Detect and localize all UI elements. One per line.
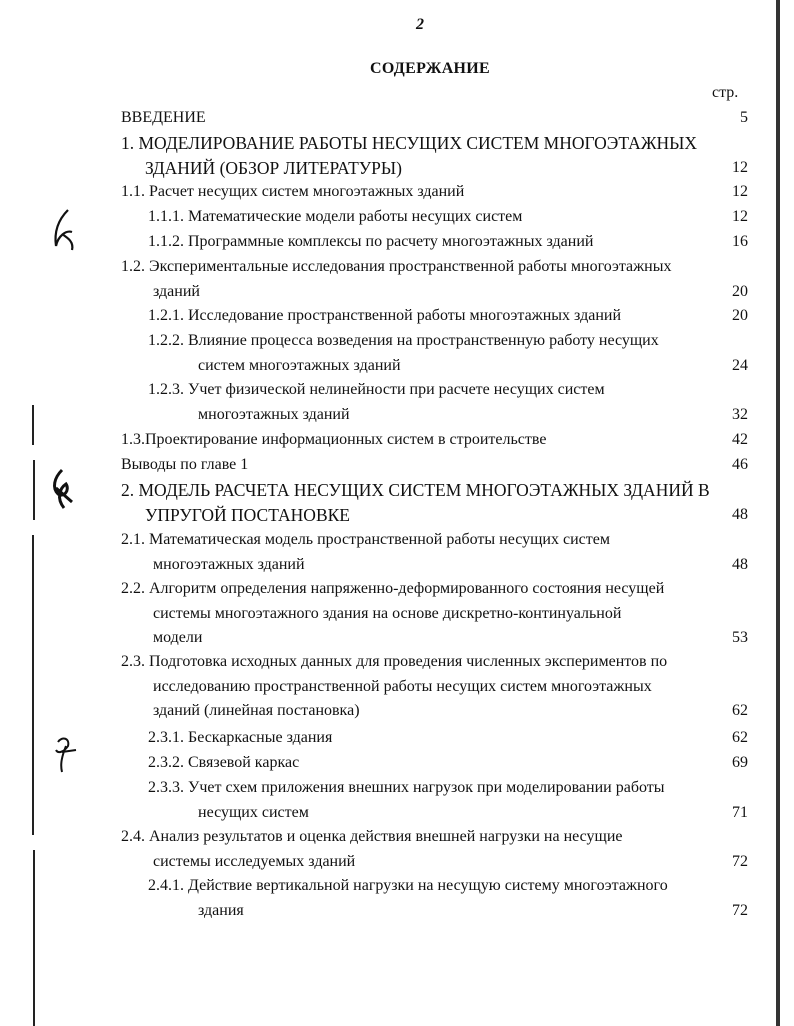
toc-entry-text: системы многоэтажного здания на основе дискретно-континуальной [153, 604, 622, 622]
toc-entry-text: многоэтажных зданий [198, 405, 350, 423]
toc-entry-text: 2.3. Подготовка исходных данных для проведения численных экспериментов по [121, 653, 668, 670]
toc-entry-page-number: 46 [732, 456, 748, 473]
toc-entry-text: 1.1.2. Программные комплексы по расчету многоэтажных зданий [148, 233, 594, 250]
toc-entry-text: 1.2.2. Влияние процесса возведения на пространственную работу несущих [148, 332, 659, 349]
page-title: СОДЕРЖАНИЕ [369, 60, 491, 77]
toc-entry-text: ВВЕДЕНИЕ [121, 109, 206, 126]
toc-entry-page-number: 16 [732, 233, 748, 250]
toc-entry-page-number: 12 [732, 158, 748, 176]
toc-entry-text: 1.3.Проектирование информационных систем в строительстве [121, 431, 547, 448]
toc-entry-text: 1.2.3. Учет физической нелинейности при расчете несущих систем [148, 381, 605, 398]
margin-signature-mark-2 [46, 468, 78, 512]
toc-entry-page-number: 48 [732, 555, 748, 573]
toc-entry-page-number: 20 [732, 307, 748, 324]
toc-entry-text: 1.2. Экспериментальные исследования пространственной работы многоэтажных [121, 258, 672, 275]
toc-entry-page-number: 62 [732, 702, 748, 720]
toc-entry-text: систем многоэтажных зданий [198, 356, 401, 374]
toc-entry-text: УПРУГОЙ ПОСТАНОВКЕ [145, 504, 350, 525]
toc-entry-text: 2.3.1. Бескаркасные здания [148, 729, 333, 746]
toc-entry-page-number: 53 [732, 629, 748, 647]
toc-entry-page-number: 69 [732, 754, 748, 771]
toc-entry-text: 2.3.3. Учет схем приложения внешних нагрузок при моделировании работы [148, 779, 665, 796]
toc-entry-page-number: 72 [732, 852, 748, 870]
toc-entry-page-number: 72 [732, 901, 748, 919]
toc-entry-text: модели [153, 629, 203, 647]
toc-entry-page-number: 12 [732, 183, 748, 200]
toc-entry-page-number: 20 [732, 282, 748, 300]
toc-entry-page-number: 24 [732, 356, 748, 374]
scan-edge-left [32, 405, 35, 1026]
toc-entry-page-number: 5 [740, 109, 748, 126]
toc-entry-text: 2.2. Алгоритм определения напряженно-деформированного состояния несущей [121, 580, 665, 597]
toc-entry-text: 2.4.1. Действие вертикальной нагрузки на несущую систему многоэтажного [148, 877, 668, 894]
toc-entry-text: Выводы по главе 1 [121, 456, 249, 473]
toc-entry-page-number: 42 [732, 431, 748, 448]
toc-entry-text: многоэтажных зданий [153, 555, 305, 573]
scan-edge-right [776, 0, 780, 1026]
page-number: 2 [416, 16, 424, 33]
toc-entry-text: 1.1. Расчет несущих систем многоэтажных зданий [121, 183, 465, 200]
toc-entry-text: зданий (линейная постановка) [153, 702, 360, 720]
toc-entry-text: исследованию пространственной работы несущих систем многоэтажных [153, 677, 652, 695]
page-column-label: стр. [712, 84, 739, 101]
toc-entry-page-number: 32 [732, 405, 748, 423]
toc-entry-text: 2. МОДЕЛЬ РАСЧЕТА НЕСУЩИХ СИСТЕМ МНОГОЭТАЖНЫХ ЗДАНИЙ В [121, 480, 710, 500]
toc-entry-page-number: 62 [732, 729, 748, 746]
margin-signature-mark-1 [48, 206, 82, 254]
toc-entry-page-number: 48 [732, 505, 748, 523]
toc-entry-text: 2.1. Математическая модель пространственной работы несущих систем [121, 531, 610, 548]
margin-signature-mark-3 [50, 732, 80, 776]
toc-entry-text: 1. МОДЕЛИРОВАНИЕ РАБОТЫ НЕСУЩИХ СИСТЕМ МНОГОЭТАЖНЫХ [121, 133, 698, 153]
toc-entry-text: несущих систем [198, 803, 309, 821]
toc-entry-text: 2.3.2. Связевой каркас [148, 754, 300, 771]
toc-entry-text: системы исследуемых зданий [153, 852, 356, 870]
toc-entry-text: 1.1.1. Математические модели работы несущих систем [148, 208, 523, 225]
toc-entry-page-number: 12 [732, 208, 748, 225]
toc-entry-text: здания [198, 901, 244, 919]
toc-entry-text: ЗДАНИЙ (ОБЗОР ЛИТЕРАТУРЫ) [145, 157, 402, 178]
toc-entry-text: 2.4. Анализ результатов и оценка действия внешней нагрузки на несущие [121, 828, 623, 845]
toc-entry-page-number: 71 [732, 803, 748, 821]
toc-entry-text: 1.2.1. Исследование пространственной работы многоэтажных зданий [148, 307, 622, 324]
toc-entry-text: зданий [153, 282, 200, 300]
